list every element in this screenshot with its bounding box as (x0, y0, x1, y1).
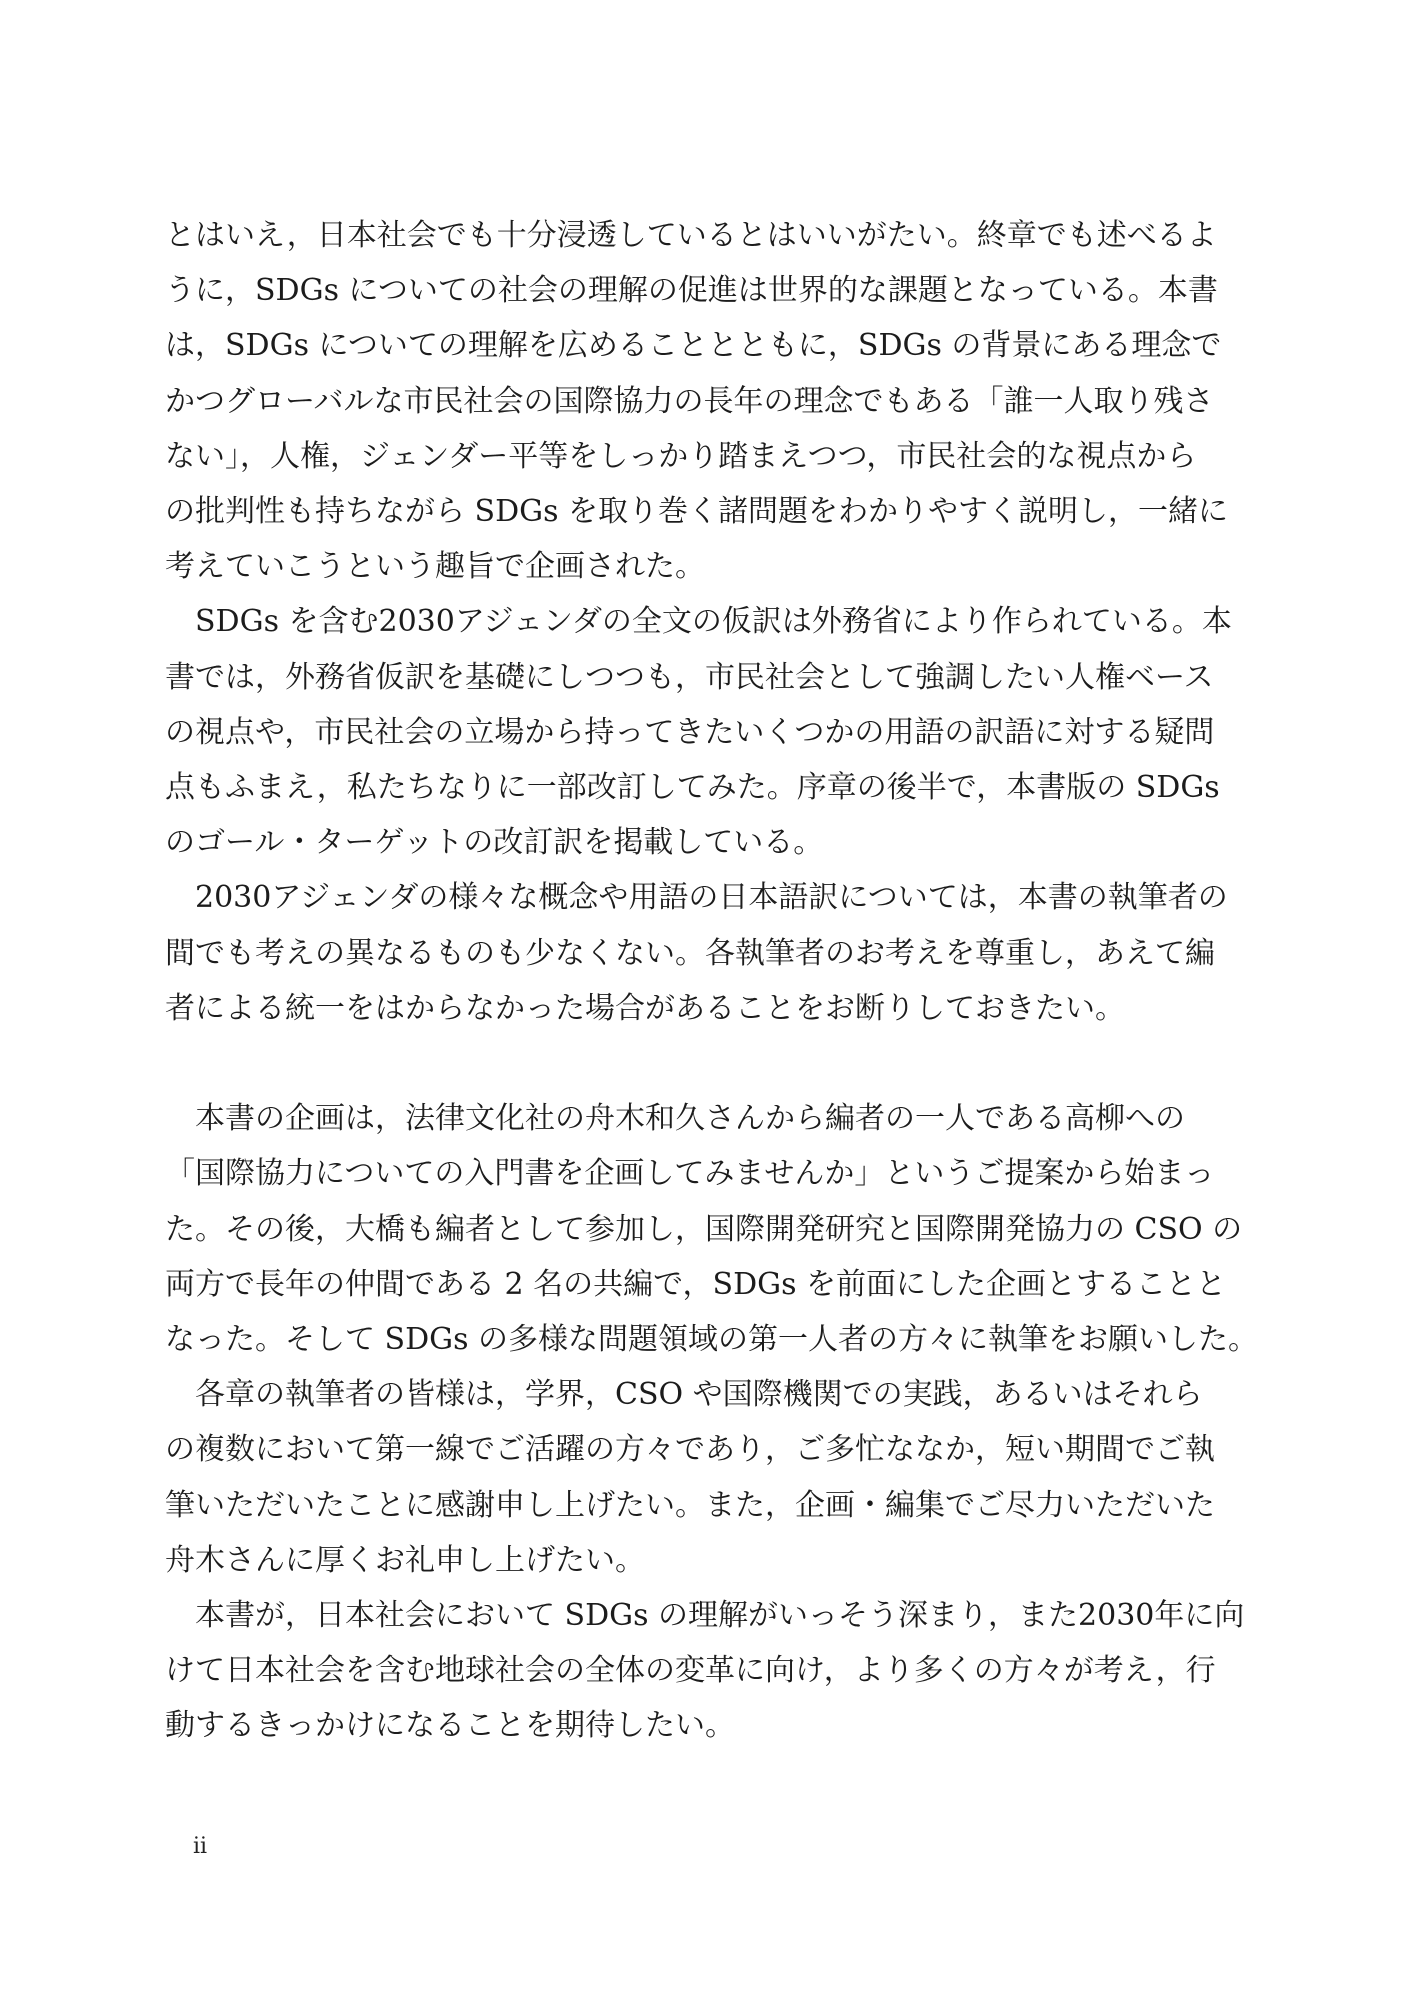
text-line: なった。そして SDGs の多様な問題領域の第一人者の方々に執筆をお願いした。 (165, 1322, 1259, 1358)
paragraph-translation (165, 594, 1250, 870)
body-text (165, 208, 1259, 1754)
text-line: 者による統一をはからなかった場合があることをお断りしておきたい。 (165, 990, 1125, 1026)
paragraph-terminology (165, 870, 1250, 1036)
page-number: ii (193, 1834, 208, 1859)
section-gap (165, 1036, 1250, 1091)
text-line: かつグローバルな市民社会の国際協力の長年の理念でもある「誰一人取り残さ (165, 383, 1214, 419)
text-line: 各章の執筆者の皆様は，学界，CSO や国際機関での実践，あるいはそれら (195, 1377, 1203, 1413)
text-line: 間でも考えの異なるものも少なくない。各執筆者のお考えを尊重し，あえて編 (165, 935, 1215, 971)
text-line: 2030アジェンダの様々な概念や用語の日本語訳については，本書の執筆者の (195, 880, 1228, 916)
text-line: ない」，人権，ジェンダー平等をしっかり踏まえつつ，市民社会的な視点から (165, 438, 1197, 474)
text-line: の複数において第一線でご活躍の方々であり，ご多忙ななか，短い期間でご執 (165, 1432, 1215, 1468)
text-line: 「国際協力についての入門書を企画してみませんか」というご提案から始まっ (165, 1156, 1215, 1192)
text-line: 点もふまえ，私たちなりに一部改訂してみた。序章の後半で，本書版の SDGs (165, 770, 1220, 806)
text-line: のゴール・ターゲットの改訂訳を掲載している。 (165, 825, 824, 861)
paragraph-acknowledgements (165, 1367, 1250, 1588)
text-line: 筆いただいたことに感謝申し上げたい。また，企画・編集でご尽力いただいた (165, 1487, 1215, 1523)
text-line: けて日本社会を含む地球社会の全体の変革に向け，より多くの方々が考え，行 (165, 1653, 1216, 1689)
text-line: 本書の企画は，法律文化社の舟木和久さんから編者の一人である高柳への (195, 1101, 1185, 1137)
paragraph-sdgs-understanding (165, 208, 1250, 594)
text-line: SDGs を含む2030アジェンダの全文の仮訳は外務省により作られている。本 (195, 604, 1232, 640)
text-line: 本書が，日本社会において SDGs の理解がいっそう深まり，また2030年に向 (195, 1598, 1245, 1634)
text-line: た。その後，大橋も編者として参加し，国際開発研究と国際開発協力の CSO の (165, 1211, 1243, 1247)
text-line: の視点や，市民社会の立場から持ってきたいくつかの用語の訳語に対する疑問 (165, 714, 1215, 750)
text-line: 両方で長年の仲間である 2 名の共編で，SDGs を前面にした企画とすることと (165, 1266, 1227, 1302)
paragraph-hope (165, 1588, 1250, 1754)
text-line: 舟木さんに厚くお礼申し上げたい。 (165, 1542, 645, 1578)
paragraph-project-origin (165, 1091, 1259, 1367)
text-line: うに，SDGs についての社会の理解の促進は世界的な課題となっている。本書 (165, 273, 1218, 309)
text-line: は，SDGs についての理解を広めることとともに，SDGs の背景にある理念で (165, 328, 1222, 364)
text-line: の批判性も持ちながら SDGs を取り巻く諸問題をわかりやすく説明し，一緒に (165, 494, 1229, 530)
text-line: 書では，外務省仮訳を基礎にしつつも，市民社会として強調したい人権ベース (165, 659, 1214, 695)
text-line: 考えていこうという趣旨で企画された。 (165, 549, 705, 585)
text-line: とはいえ，日本社会でも十分浸透しているとはいいがたい。終章でも述べるよ (165, 218, 1217, 253)
text-line: 動するきっかけになることを期待したい。 (165, 1708, 735, 1744)
